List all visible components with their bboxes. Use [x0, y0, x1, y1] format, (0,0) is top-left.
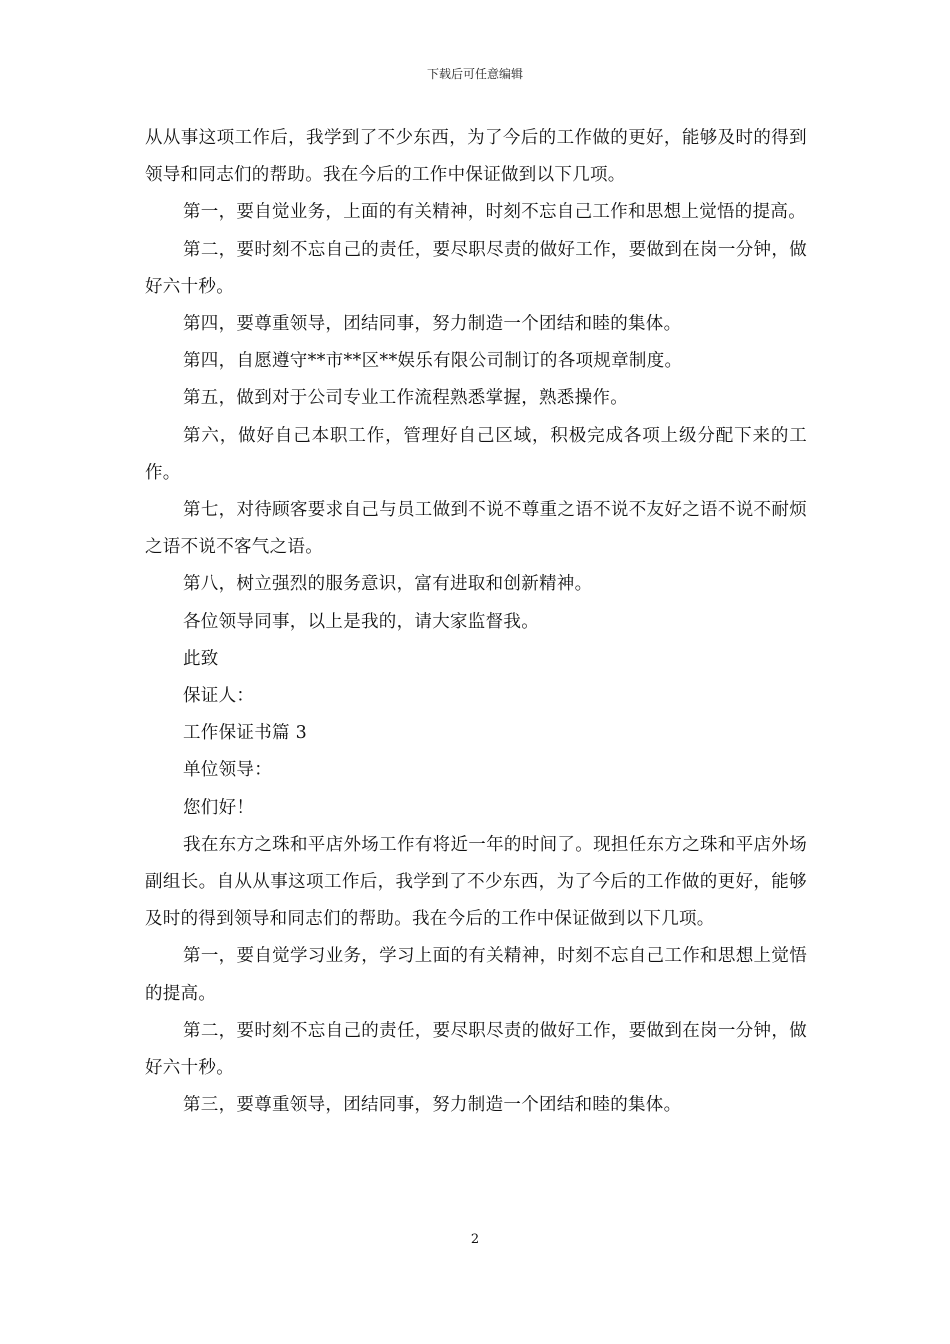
paragraph: 第一，要自觉业务，上面的有关精神，时刻不忘自己工作和思想上觉悟的提高。	[183, 202, 806, 223]
paragraph: 第七，对待顾客要求自己与员工做到不说不尊重之语不说不友好之语不说不耐烦之语不说不客气之语。	[145, 500, 807, 558]
section-title: 工作保证书篇 3	[183, 723, 308, 744]
paragraph: 第八，树立强烈的服务意识，富有进取和创新精神。	[183, 574, 593, 595]
paragraph: 第二，要时刻不忘自己的责任，要尽职尽责的做好工作，要做到在岗一分钟，做好六十秒。	[145, 1020, 807, 1079]
paragraph: 第四，自愿遵守**市**区**娱乐有限公司制订的各项规章制度。	[183, 351, 683, 372]
paragraph: 各位领导同事，以上是我的，请大家监督我。	[183, 611, 539, 632]
addressee: 单位领导：	[183, 760, 272, 781]
paragraph: 第五，做到对于公司专业工作流程熟悉掌握，熟悉操作。	[183, 388, 628, 409]
greeting: 您们好！	[183, 797, 255, 818]
page-number: 2	[470, 1232, 480, 1247]
paragraph: 第三，要尊重领导，团结同事，努力制造一个团结和睦的集体。	[183, 1095, 682, 1116]
paragraph: 我在东方之珠和平店外场工作有将近一年的时间了。现担任东方之珠和平店外场副组长。自从从事这项工作后，我学到了不少东西，为了今后的工作做的更好，能够及时的得到领导和同志们的帮助。我在今后的工作中保证做到以下几项。	[145, 834, 807, 930]
paragraph: 从从事这项工作后，我学到了不少东西，为了今后的工作做的更好，能够及时的得到领导和同志们的帮助。我在今后的工作中保证做到以下几项。	[145, 128, 807, 186]
signatory-label: 保证人：	[183, 686, 255, 707]
paragraph: 第六，做好自己本职工作，管理好自己区域，积极完成各项上级分配下来的工作。	[145, 425, 807, 483]
document-body	[145, 120, 807, 1124]
paragraph: 第一，要自觉学习业务，学习上面的有关精神，时刻不忘自己工作和思想上觉悟的提高。	[145, 946, 807, 1004]
page-header: 下载后可任意编辑	[426, 67, 523, 81]
paragraph: 第四，要尊重领导，团结同事，努力制造一个团结和睦的集体。	[183, 314, 682, 335]
paragraph: 第二，要时刻不忘自己的责任，要尽职尽责的做好工作，要做到在岗一分钟，做好六十秒。	[145, 239, 807, 297]
closing-salutation: 此致	[183, 648, 219, 669]
